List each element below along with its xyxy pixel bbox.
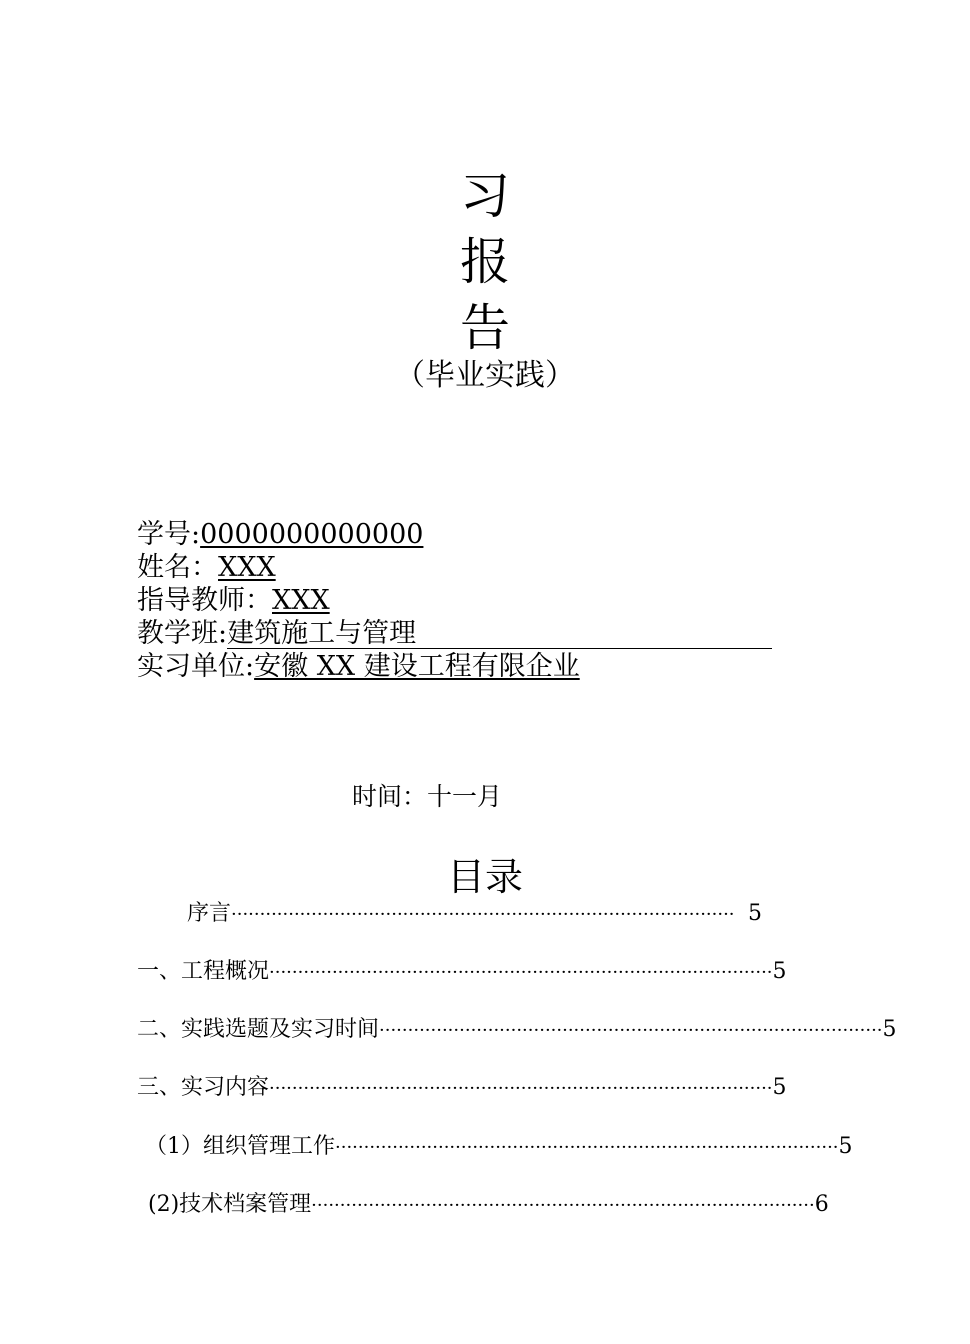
class-label: 教学班:: [137, 618, 228, 649]
toc-entry: [187, 899, 762, 930]
advisor-value: XXX: [272, 585, 330, 616]
toc-entry-label: 三、实习内容: [137, 1075, 270, 1100]
toc-leader-dots: ························································································: [311, 1195, 815, 1216]
toc-entry-page: 5: [882, 1017, 897, 1042]
toc-entry-label: (2)技术档案管理: [148, 1192, 312, 1217]
title-char-2: 报: [460, 233, 510, 291]
toc-leader-dots: ························································································: [335, 1137, 839, 1158]
advisor-label: 指导教师：: [137, 585, 272, 616]
toc-entry: [137, 957, 787, 988]
toc-entry-page: 6: [814, 1192, 829, 1217]
toc-entry-label: 二、实践选题及实习时间: [137, 1017, 380, 1042]
student-id-line: [137, 518, 423, 551]
student-name-line: [137, 551, 276, 584]
toc-entry: [137, 1073, 787, 1104]
title-char-1: 习: [460, 167, 510, 225]
toc-entry-page: 5: [772, 1075, 787, 1100]
toc-leader-dots: ························································································: [269, 962, 773, 983]
toc-entry: [137, 1015, 897, 1046]
student-name-value: XXX: [218, 552, 276, 583]
intern-unit-value: 安徽 XX 建设工程有限企业: [254, 651, 580, 682]
toc-leader-dots: ························································································: [231, 904, 735, 925]
toc-entry-label: （1）组织管理工作: [145, 1134, 335, 1159]
class-value: 建筑施工与管理: [227, 620, 772, 649]
toc-leader-dots: ························································································: [269, 1078, 773, 1099]
toc-entry-label: 一、工程概况: [137, 959, 270, 984]
toc-leader-dots: ························································································: [379, 1020, 883, 1041]
intern-unit-label: 实习单位:: [137, 651, 255, 682]
student-name-label: 姓名：: [137, 552, 218, 583]
student-id-value: 0000000000000: [200, 519, 424, 550]
title-char-3: 告: [460, 299, 510, 357]
class-line: [137, 617, 772, 650]
toc-entry-page: 5: [838, 1134, 853, 1159]
report-subtitle: （毕业实践）: [395, 358, 575, 393]
toc-title: 目录: [446, 855, 523, 899]
report-time: 时间：十一月: [352, 782, 503, 811]
toc-entry: [145, 1132, 853, 1163]
advisor-line: [137, 584, 330, 617]
intern-unit-line: [137, 650, 580, 683]
toc-entry-page: 5: [748, 901, 762, 926]
toc-entry-page: 5: [772, 959, 787, 984]
student-id-label: 学号:: [137, 519, 201, 550]
toc-entry-label: 序言: [187, 901, 232, 926]
toc-entry: [148, 1190, 829, 1221]
